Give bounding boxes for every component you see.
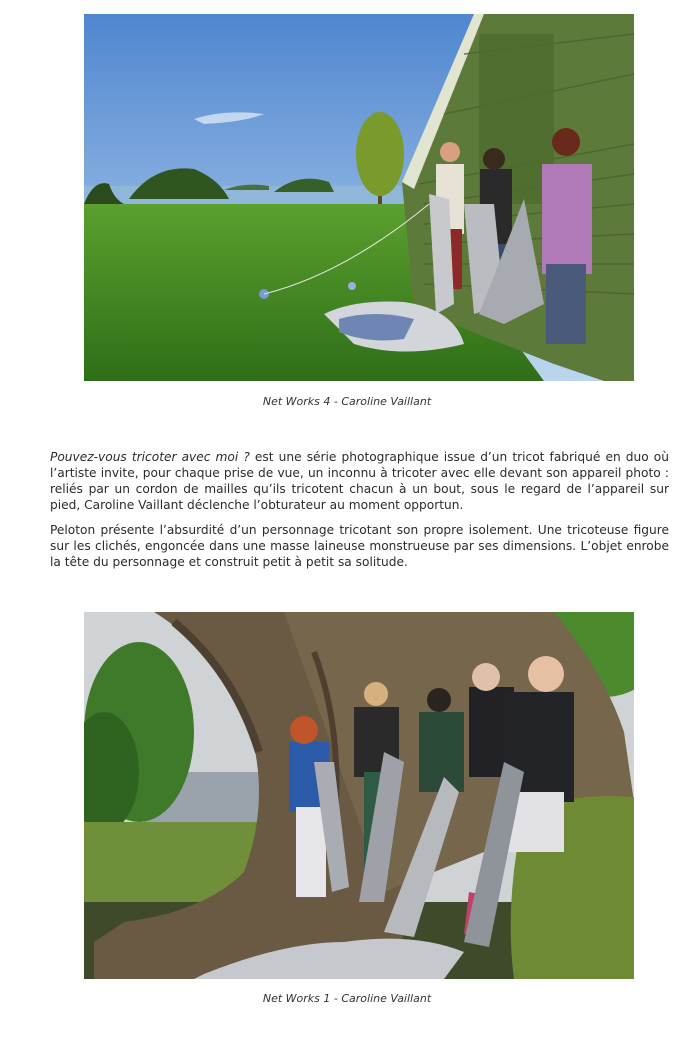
paragraph-1	[50, 449, 669, 513]
photo-caption: Net Works 1 - Caroline Vaillant	[262, 992, 432, 1005]
series-title: Pouvez-vous tricoter avec moi ?	[50, 450, 250, 464]
photo-net-works-4-image	[84, 14, 634, 381]
photo-net-works-1	[84, 612, 634, 979]
photo-net-works-1-image	[84, 612, 634, 979]
paragraph-2: Peloton présente l’absurdité d’un personnage tricotant son propre isolement. Une tricoteuse figure sur les clichés, engoncée dans une masse laineuse monstrueuse par ses dimensions. L’objet enrobe la tête du personnage et construit petit à petit sa solitude.	[50, 523, 669, 569]
photo-caption: Net Works 4 - Caroline Vaillant	[262, 395, 432, 408]
photo-net-works-4	[84, 14, 634, 381]
paragraph-1-text: est une série photographique issue d’un tricot fabriqué en duo où l’artiste invite, pour chaque prise de vue, un inconnu à tricoter avec elle devant son appareil photo : reliés par un cordon de mailles qu’ils tricotent chacun à un bout, sous le regard de l’appareil sur pied, Caroline Vaillant déclenche l’obturateur au moment opportun.	[50, 450, 669, 512]
article-body	[50, 449, 669, 579]
